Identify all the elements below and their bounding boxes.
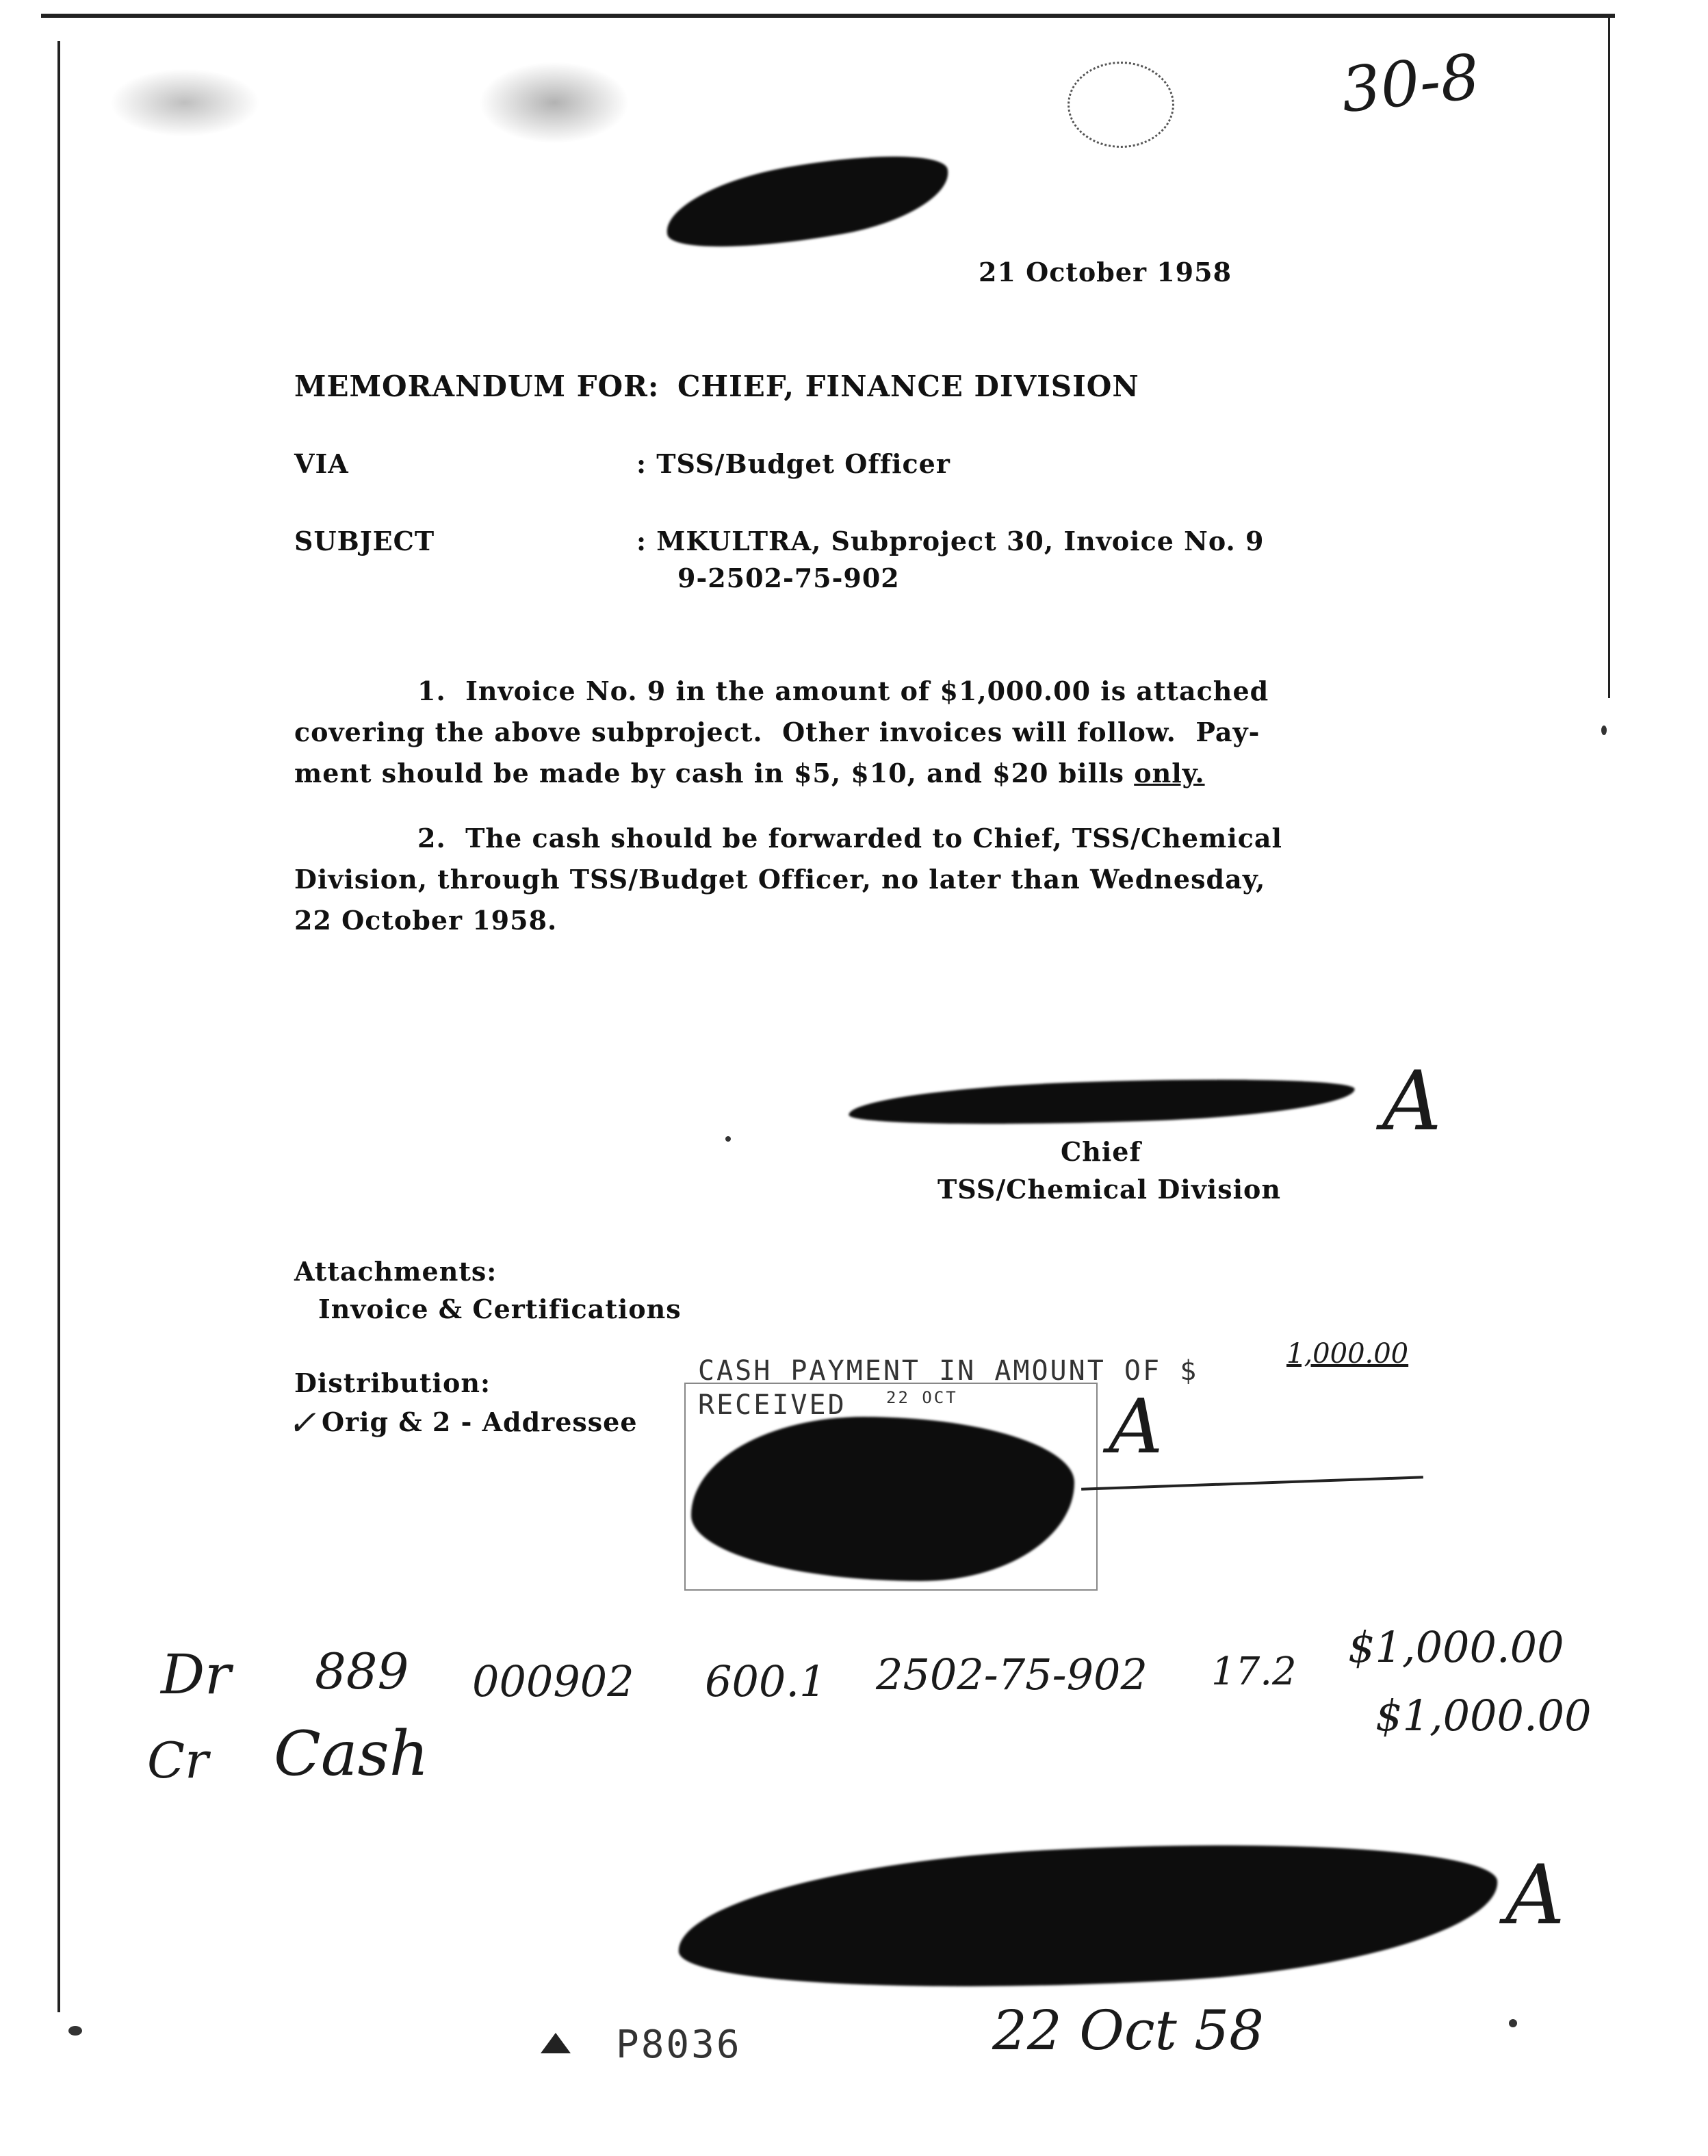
para2-line-3: 22 October 1958. <box>294 905 558 936</box>
para1-line-3 <box>294 753 1269 794</box>
top-right-smudge <box>1068 62 1174 148</box>
signature-title-chief: Chief <box>1061 1136 1141 1167</box>
top-center-smudge <box>479 62 630 144</box>
distribution-value: Orig & 2 - Addressee <box>322 1407 638 1437</box>
redaction-footer <box>675 1827 1502 2007</box>
distribution-label: Distribution: <box>294 1368 491 1398</box>
signature-title-division: TSS/Chemical Division <box>937 1174 1282 1205</box>
speck <box>1509 2019 1517 2027</box>
speck <box>1601 726 1607 735</box>
redaction-stamp <box>691 1417 1074 1581</box>
footer-initial: A <box>1505 1848 1565 1943</box>
ledger-cr: Cr <box>147 1732 209 1789</box>
ledger-dr: Dr <box>161 1643 231 1706</box>
signature-initial: A <box>1382 1054 1442 1149</box>
checkmark-icon: ✓ <box>287 1403 316 1443</box>
stamp-date: 22 OCT <box>886 1388 958 1407</box>
stamp-initial: A <box>1109 1383 1163 1470</box>
ledger-amount-2: $1,000.00 <box>1375 1691 1592 1741</box>
stamp-line-1: CASH PAYMENT IN AMOUNT OF $ <box>698 1355 1199 1387</box>
footer-document-number: P8036 <box>616 2023 742 2067</box>
para2-line-2: Division, through TSS/Budget Officer, no later than Wednesday, <box>294 864 1266 895</box>
right-edge-line <box>1608 14 1610 698</box>
para1-line-2: covering the above subproject. Other invoices will follow. Pay- <box>294 717 1260 747</box>
ledger-col1: 889 <box>315 1643 409 1700</box>
memo-for-label: MEMORANDUM FOR: <box>294 370 660 403</box>
memo-subject-line2: 9-2502-75-902 <box>677 563 900 593</box>
speck <box>68 2026 82 2036</box>
memo-subject-line1: : MKULTRA, Subproject 30, Invoice No. 9 <box>636 526 1265 556</box>
memo-date: 21 October 1958 <box>979 257 1232 287</box>
memo-via-value: : TSS/Budget Officer <box>636 448 950 479</box>
stamp-line-2: RECEIVED <box>698 1389 846 1421</box>
para1-line-3-text: ment should be made by cash in $5, $10, and $20 bills <box>294 758 1135 788</box>
handwritten-page-number: 30-8 <box>1338 40 1484 127</box>
footer-handwritten-date: 22 Oct 58 <box>992 1999 1264 2062</box>
stamp-signature-line <box>1081 1476 1423 1490</box>
memo-subject-label: SUBJECT <box>294 526 435 556</box>
ledger-col5: 17.2 <box>1211 1650 1297 1694</box>
para2-line-1: 2. The cash should be forwarded to Chief, TSS/Chemical <box>417 823 1282 854</box>
redaction-signature <box>848 1073 1356 1131</box>
speck <box>725 1136 731 1142</box>
redaction-header <box>660 140 956 264</box>
top-edge-line <box>41 14 1615 18</box>
attachments-value: Invoice & Certifications <box>318 1294 682 1324</box>
attachments-label: Attachments: <box>294 1256 497 1287</box>
paragraph-2 <box>294 818 1282 941</box>
stamp-amount: 1,000.00 <box>1286 1338 1409 1370</box>
left-edge-line <box>57 41 60 2012</box>
top-left-smudge <box>109 68 260 137</box>
memo-via-label: VIA <box>294 448 349 479</box>
para1-line-1: 1. Invoice No. 9 in the amount of $1,000.00 is attached <box>417 676 1269 706</box>
ledger-col3: 600.1 <box>705 1656 827 1706</box>
memo-for-value: CHIEF, FINANCE DIVISION <box>677 370 1139 403</box>
ledger-cash: Cash <box>274 1718 429 1790</box>
ledger-col4: 2502-75-902 <box>876 1650 1148 1699</box>
ledger-col2: 000902 <box>472 1656 634 1706</box>
ledger-amount-1: $1,000.00 <box>1348 1622 1564 1672</box>
paragraph-1 <box>294 671 1269 794</box>
para1-emphasis-only: only. <box>1134 758 1205 788</box>
footer-arrow-icon <box>541 2033 571 2053</box>
